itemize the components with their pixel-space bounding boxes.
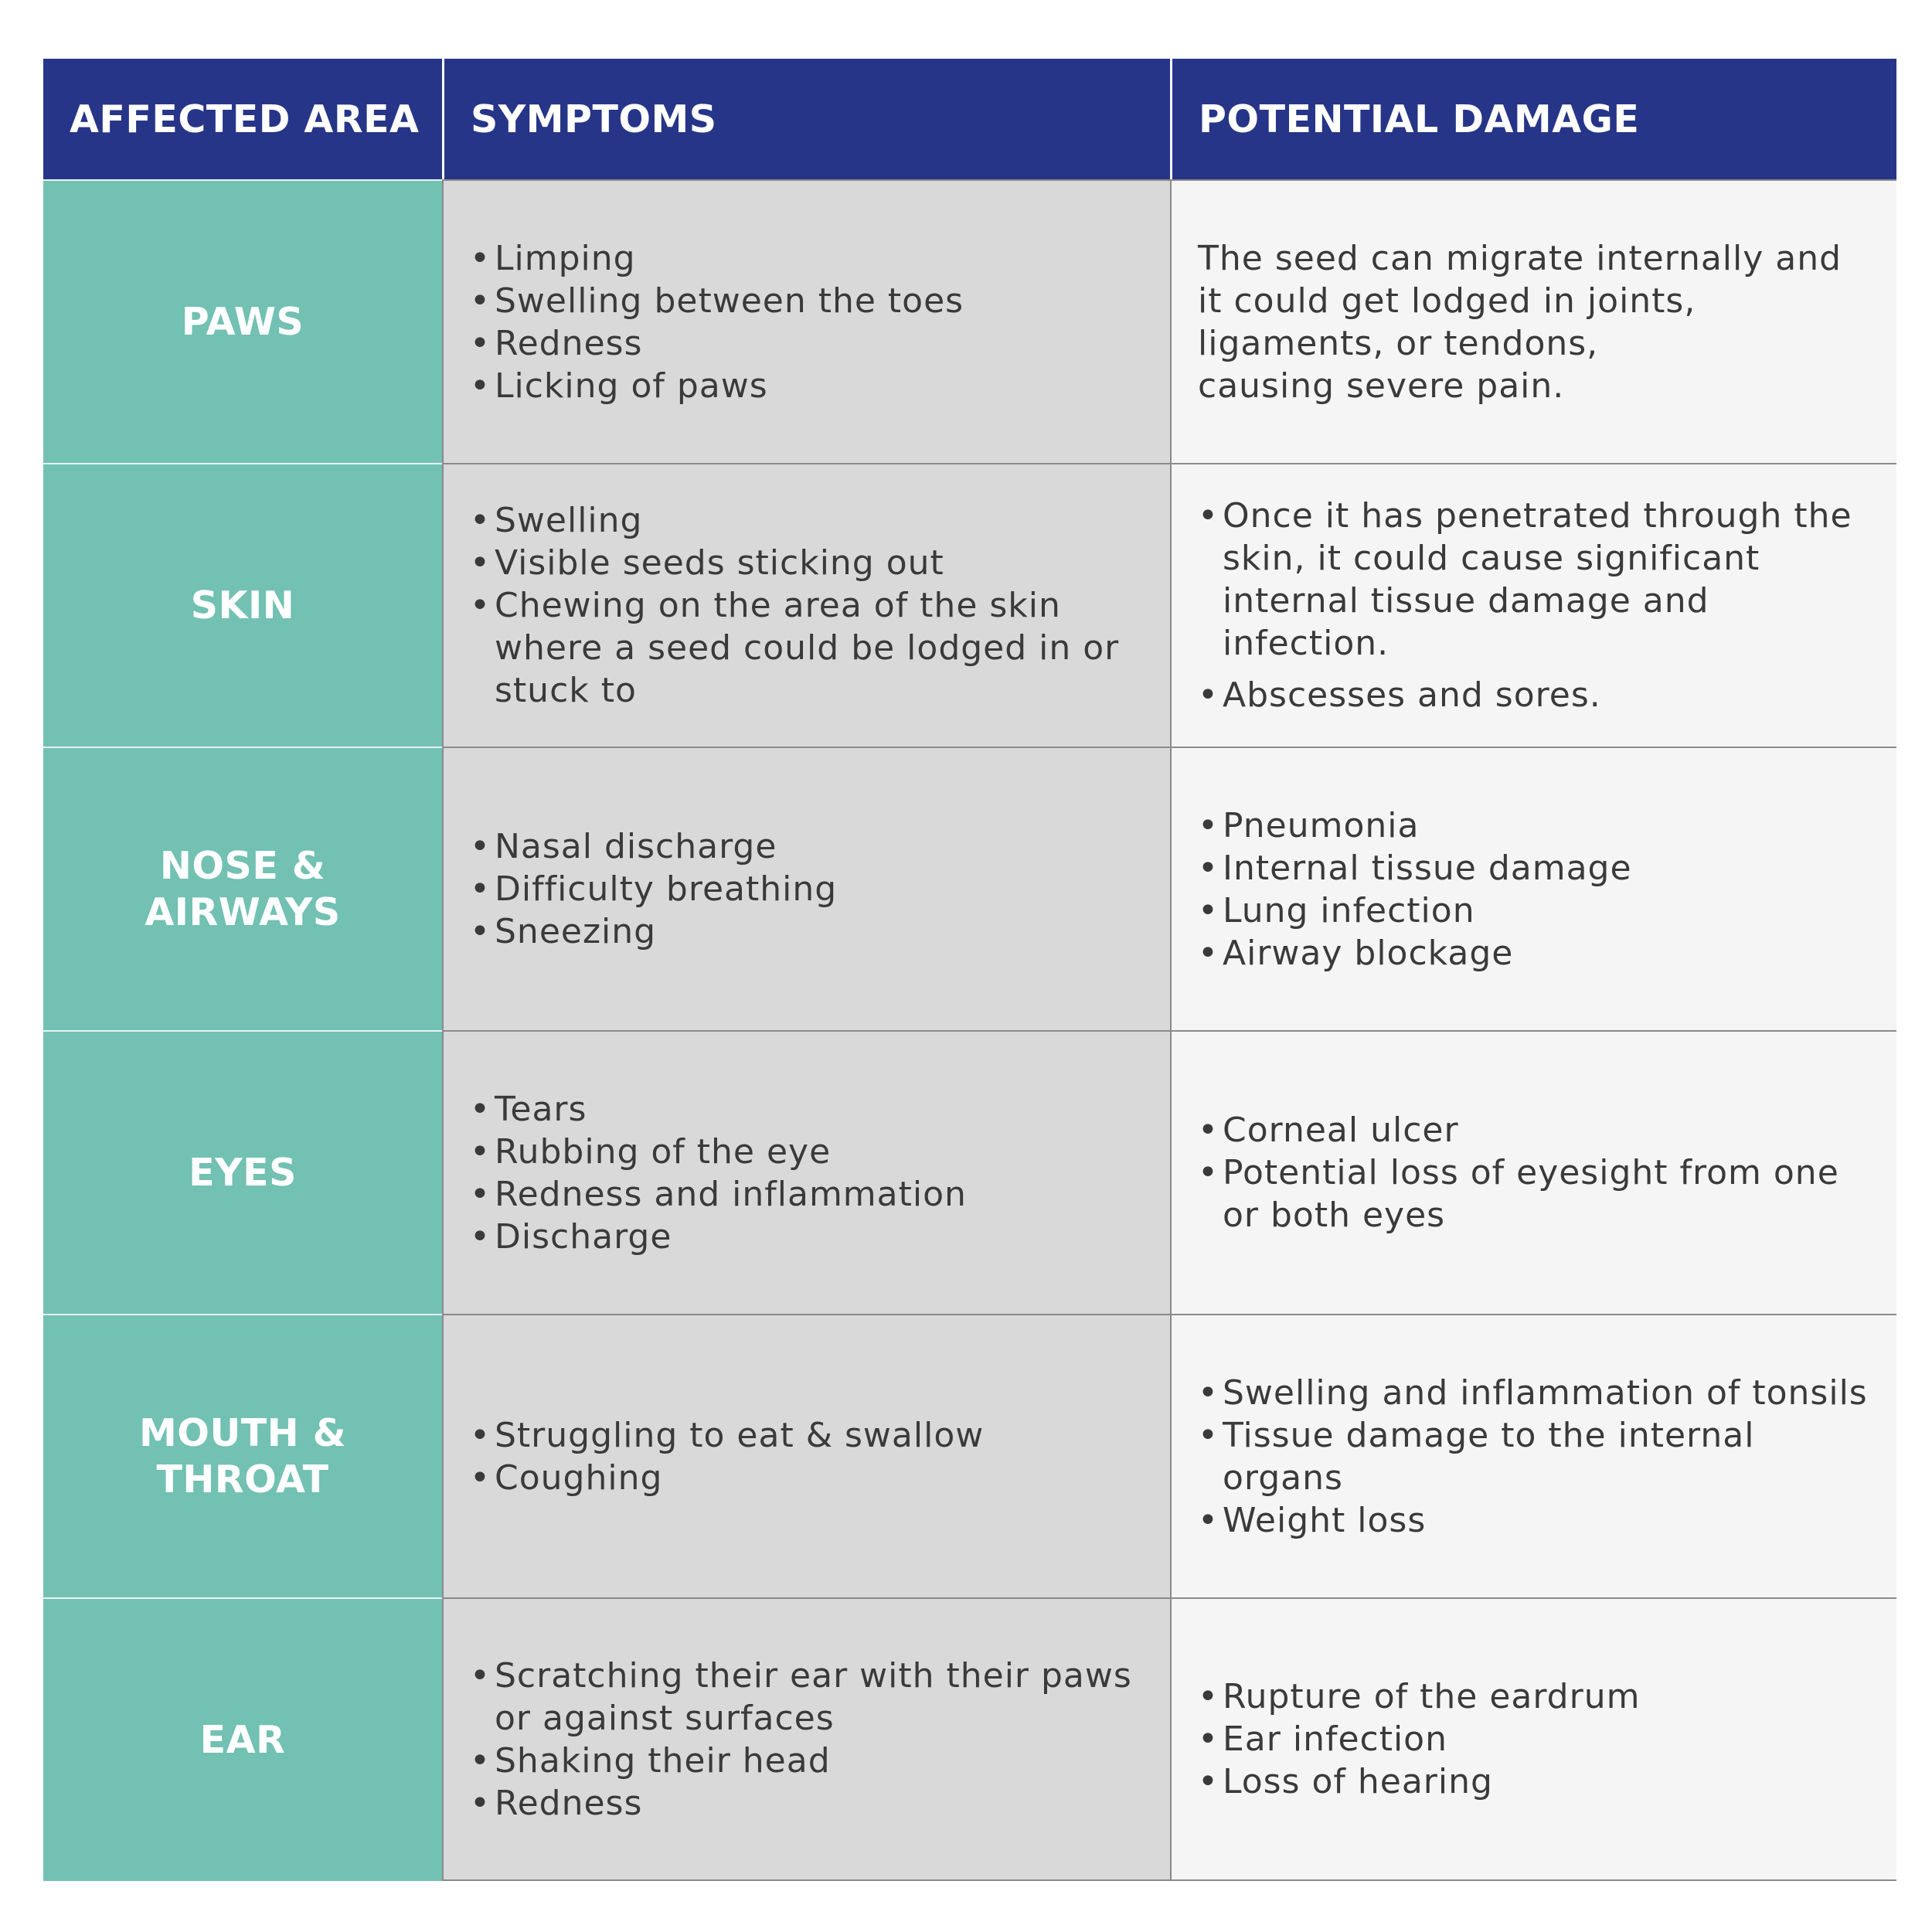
area-cell-mouth-throat [43, 1314, 442, 1597]
area-label-line: PAWS [181, 299, 304, 344]
area-cell-paws [43, 179, 442, 463]
damage-item: • Weight loss [1198, 1499, 1873, 1542]
area-cell-nose-airways [43, 747, 442, 1030]
symptom-item: • Swelling [470, 499, 1147, 542]
header-affected-area: AFFECTED AREA [43, 59, 442, 179]
damage-list [1198, 804, 1632, 975]
area-cell-skin [43, 463, 442, 747]
damage-item: • Lung infection [1198, 889, 1632, 932]
symptom-item: • Swelling between the toes [470, 280, 964, 322]
symptom-item: • Sneezing [470, 910, 837, 953]
area-label-line: EYES [189, 1150, 297, 1195]
damage-item: • Potential loss of eyesight from one or both eyes [1198, 1151, 1873, 1236]
symptoms-cell-skin [442, 463, 1170, 747]
symptoms-cell-mouth-throat [442, 1314, 1170, 1597]
area-label-line: THROAT [156, 1457, 329, 1502]
damage-text-line: it could get lodged in joints, [1198, 281, 1696, 321]
symptoms-list [470, 1655, 1147, 1825]
damage-text-line: ligaments, or tendons, [1198, 323, 1599, 363]
symptoms-list [470, 499, 1147, 712]
area-cell-eyes [43, 1030, 442, 1314]
damage-text-line: The seed can migrate internally and [1198, 238, 1842, 278]
damage-paragraph [1198, 237, 1842, 407]
symptom-item: • Visible seeds sticking out [470, 542, 1147, 584]
symptom-item: • Limping [470, 237, 964, 280]
symptoms-list [470, 237, 964, 407]
damage-cell-paws [1170, 179, 1896, 463]
symptoms-list [470, 1088, 967, 1258]
damage-item: • Swelling and inflammation of tonsils [1198, 1372, 1873, 1414]
damage-list [1198, 495, 1873, 716]
damage-cell-nose-airways [1170, 747, 1896, 1030]
damage-item: • Internal tissue damage [1198, 847, 1632, 889]
damage-item: • Corneal ulcer [1198, 1109, 1873, 1151]
damage-list [1198, 1675, 1640, 1803]
damage-item: • Once it has penetrated through the skin, it could cause significant internal tissue damage and infection. [1198, 495, 1873, 665]
symptom-item: • Nasal discharge [470, 825, 837, 868]
symptoms-cell-eyes [442, 1030, 1170, 1314]
damage-item: • Airway blockage [1198, 932, 1632, 975]
damage-item: • Loss of hearing [1198, 1760, 1640, 1803]
area-label-line: EAR [199, 1717, 286, 1762]
symptoms-cell-paws [442, 179, 1170, 463]
damage-item: • Abscesses and sores. [1198, 674, 1873, 716]
symptoms-list [470, 1414, 984, 1499]
symptom-item: • Redness [470, 1782, 1147, 1825]
symptom-item: • Struggling to eat & swallow [470, 1414, 984, 1457]
symptom-item: • Rubbing of the eye [470, 1131, 967, 1173]
symptoms-cell-nose-airways [442, 747, 1170, 1030]
damage-cell-ear [1170, 1597, 1896, 1881]
damage-item: • Rupture of the eardrum [1198, 1675, 1640, 1718]
symptoms-cell-ear [442, 1597, 1170, 1881]
damage-cell-eyes [1170, 1030, 1896, 1314]
symptom-item: • Shaking their head [470, 1740, 1147, 1782]
header-symptoms: SYMPTOMS [442, 59, 1170, 179]
symptom-item: • Difficulty breathing [470, 868, 837, 910]
symptom-item: • Scratching their ear with their paws or against surfaces [470, 1655, 1147, 1740]
damage-list [1198, 1109, 1873, 1236]
area-cell-ear [43, 1597, 442, 1881]
damage-list [1198, 1372, 1873, 1542]
symptom-item: • Tears [470, 1088, 967, 1131]
damage-cell-mouth-throat [1170, 1314, 1896, 1597]
header-potential-damage: POTENTIAL DAMAGE [1170, 59, 1896, 179]
symptom-item: • Discharge [470, 1216, 967, 1258]
damage-item: • Pneumonia [1198, 804, 1632, 847]
area-label-line: SKIN [190, 583, 295, 628]
symptom-item: • Chewing on the area of the skin where a seed could be lodged in or stuck to [470, 584, 1147, 712]
area-label-line: NOSE & [159, 843, 326, 888]
symptom-item: • Licking of paws [470, 365, 964, 407]
symptoms-list [470, 825, 837, 953]
symptom-item: • Coughing [470, 1457, 984, 1499]
damage-item: • Ear infection [1198, 1718, 1640, 1760]
damage-text-line: causing severe pain. [1198, 366, 1565, 406]
damage-cell-skin [1170, 463, 1896, 747]
area-label-line: MOUTH & [139, 1410, 346, 1455]
area-label-line: AIRWAYS [145, 889, 341, 934]
symptom-item: • Redness and inflammation [470, 1173, 967, 1216]
symptom-item: • Redness [470, 322, 964, 365]
damage-item: • Tissue damage to the internal organs [1198, 1414, 1873, 1499]
symptoms-table [43, 59, 1896, 1881]
